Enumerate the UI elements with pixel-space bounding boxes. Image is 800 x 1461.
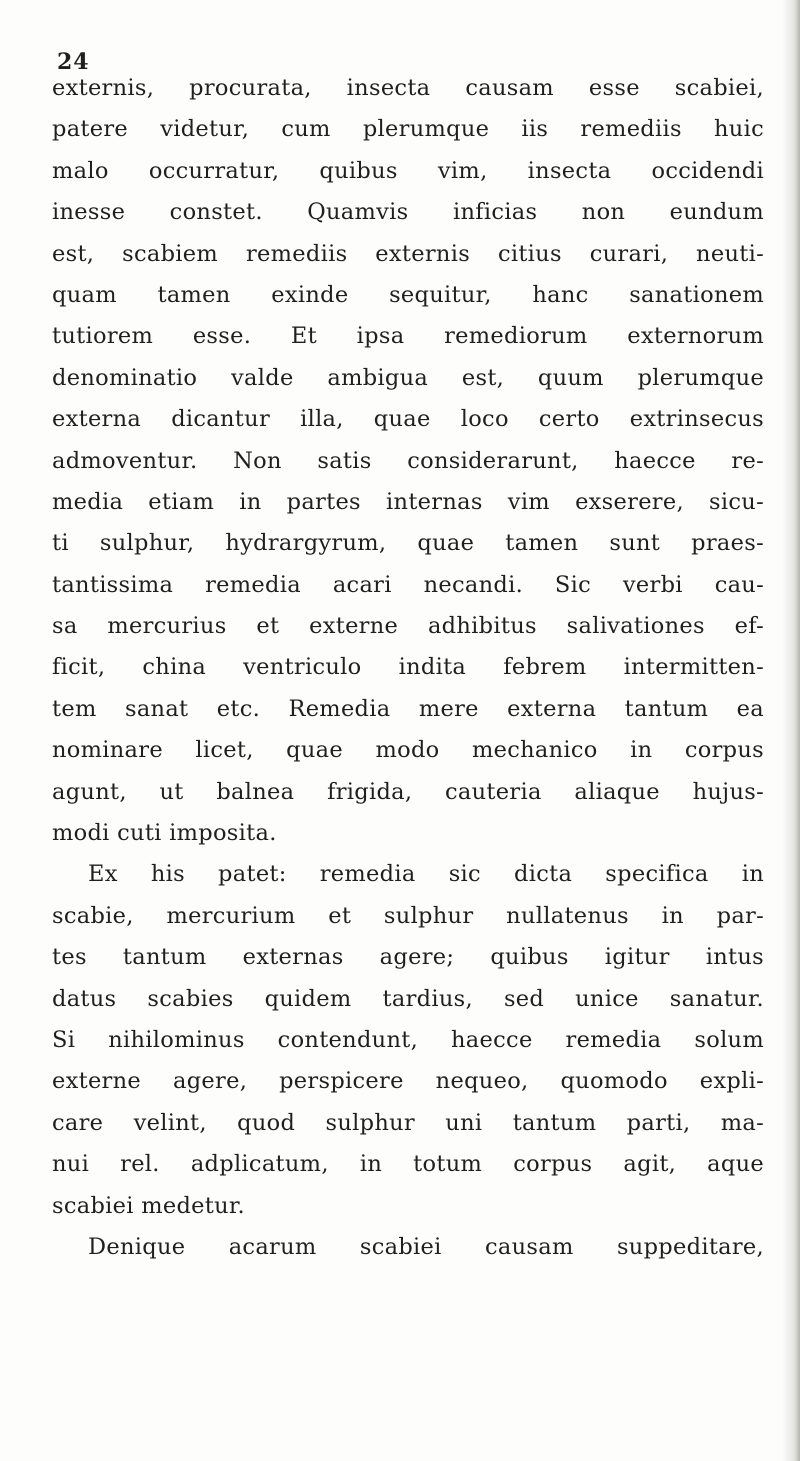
text-line: tes tantum externas agere; quibus igitur intus (52, 944, 764, 971)
text-line: Ex his patet: remedia sic dicta specifica in (88, 861, 764, 888)
text-line: scabie, mercurium et sulphur nullatenus in par- (52, 902, 764, 929)
text-line: malo occurratur, quibus vim, insecta occidendi (52, 157, 764, 184)
text-line: Denique acarum scabiei causam suppeditare, (88, 1233, 764, 1260)
text-line: ficit, china ventriculo indita febrem intermitten- (52, 654, 764, 681)
text-line: tem sanat etc. Remedia mere externa tantum ea (52, 695, 764, 722)
text-line: admoventur. Non satis considerarunt, haecce re- (52, 447, 764, 474)
text-line: patere videtur, cum plerumque iis remediis huic (52, 116, 764, 143)
text-line: nui rel. adplicatum, in totum corpus agit, aque (52, 1151, 764, 1178)
text-line: externis, procurata, insecta causam esse scabiei, (52, 75, 764, 101)
text-line: agunt, ut balnea frigida, cauteria aliaque hujus- (52, 778, 764, 805)
page-edge-shadow (782, 0, 800, 1461)
text-line: care velint, quod sulphur uni tantum parti, ma- (52, 1109, 764, 1136)
text-line: est, scabiem remediis externis citius curari, neuti- (52, 240, 764, 267)
text-line: modi cuti imposita. (52, 820, 277, 847)
text-line: denominatio valde ambigua est, quum plerumque (52, 364, 764, 391)
text-line: tantissima remedia acari necandi. Sic verbi cau- (52, 571, 764, 598)
text-line: externa dicantur illa, quae loco certo extrinsecus (52, 406, 764, 433)
page-number: 24 (57, 49, 90, 75)
text-line: scabiei medetur. (52, 1192, 245, 1219)
text-line: tutiorem esse. Et ipsa remediorum externorum (52, 323, 764, 350)
text-line: quam tamen exinde sequitur, hanc sanationem (52, 281, 764, 308)
text-line: nominare licet, quae modo mechanico in corpus (52, 737, 764, 764)
text-line: Si nihilominus contendunt, haecce remedia solum (52, 1026, 764, 1053)
text-line: sa mercurius et externe adhibitus salivationes ef- (52, 613, 764, 640)
text-line: inesse constet. Quamvis inficias non eundum (52, 199, 764, 226)
text-line: ti sulphur, hydrargyrum, quae tamen sunt praes- (52, 530, 764, 557)
text-line: media etiam in partes internas vim exserere, sicu- (52, 488, 764, 515)
text-line: datus scabies quidem tardius, sed unice sanatur. (52, 985, 764, 1012)
text-line: externe agere, perspicere nequeo, quomodo expli- (52, 1068, 764, 1095)
body-text (52, 68, 764, 1268)
